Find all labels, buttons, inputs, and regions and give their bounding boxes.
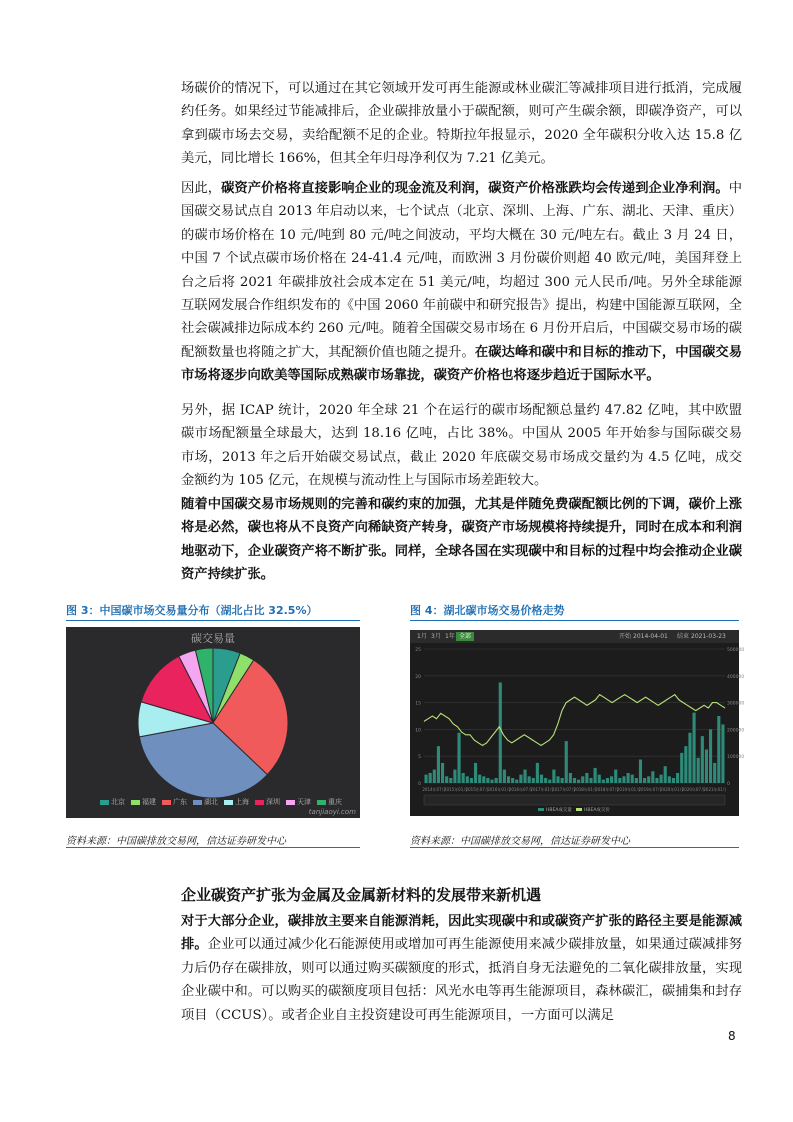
volume-bar — [631, 775, 634, 783]
volume-bar — [713, 763, 716, 783]
volume-bar — [561, 778, 564, 783]
range-tab-all[interactable]: 全部 — [456, 632, 474, 641]
y-left-tick: 5 — [418, 755, 421, 761]
pie-chart-panel — [66, 627, 360, 818]
to-date-input[interactable]: 2021-03-23 — [691, 633, 726, 640]
source-left-rule — [66, 847, 360, 848]
volume-bar — [643, 778, 646, 783]
paragraph-5 — [181, 910, 742, 1027]
pie-legend — [100, 797, 342, 807]
paragraph-1: 场碳价的情况下，可以通过在其它领域开发可再生能源或林业碳汇等减排项目进行抵消，完成履约任务。如果经过节能减排后，企业碳排放量小于碳配额，则可产生碳余额，即碳净资产，可以拿到碳市场去交易，卖给配额不足的企业。特斯拉年报显示，2020 全年碳积分收入达 15.8 亿美元，同比增长 166%，但其全年归母净利仅为 7.21 亿美元。 — [181, 81, 742, 167]
volume-bar — [482, 776, 485, 783]
hubei-price-chart — [410, 643, 745, 816]
source-right: 资料来源：中国碳排放交易网，信达证券研发中心 — [410, 836, 630, 847]
volume-bar — [577, 780, 580, 783]
volume-bar — [470, 778, 473, 783]
volume-bar — [602, 780, 605, 783]
volume-bar — [688, 733, 691, 783]
y-right-tick: 400000 — [727, 674, 745, 680]
volume-bar — [548, 780, 551, 783]
chart-legend-swatch — [538, 808, 544, 811]
y-right-tick: 500000 — [727, 648, 745, 653]
volume-bar — [556, 776, 559, 783]
legend-swatch — [193, 800, 202, 805]
volume-bar — [614, 770, 617, 783]
y-right-tick: 200000 — [727, 728, 745, 734]
volume-bar — [618, 778, 621, 783]
pie-legend-item — [255, 797, 280, 807]
volume-bar — [490, 780, 493, 783]
volume-bar — [507, 776, 510, 783]
x-tick: 2017年07月 — [552, 787, 576, 792]
pie-chart — [66, 639, 360, 807]
volume-bar — [499, 683, 502, 784]
pie-legend-item — [224, 797, 249, 807]
range-tab-1m[interactable]: 1月 — [417, 633, 427, 640]
volume-bar — [697, 758, 700, 783]
x-tick: 2014年07月 — [422, 787, 446, 792]
volume-bar — [532, 778, 535, 783]
volume-bar — [536, 763, 539, 783]
volume-bar — [457, 733, 460, 783]
legend-swatch — [255, 800, 264, 805]
range-tab-3m[interactable]: 3月 — [431, 633, 441, 640]
volume-bar — [635, 778, 638, 783]
range-tab-1y[interactable]: 1年 — [445, 633, 455, 640]
legend-swatch — [131, 800, 140, 805]
volume-bar — [655, 778, 658, 783]
volume-bar — [462, 773, 465, 783]
volume-bar — [627, 773, 630, 783]
section-title: 企业碳资产扩张为金属及金属新材料的发展带来新机遇 — [181, 886, 542, 904]
y-left-tick: 10 — [415, 728, 421, 734]
volume-bar — [721, 724, 724, 783]
source-left: 资料来源：中国碳排放交易网，信达证券研发中心 — [66, 836, 286, 847]
volume-bar — [585, 773, 588, 783]
volume-bar — [565, 741, 568, 783]
volume-bar — [552, 770, 555, 783]
volume-bar — [680, 753, 683, 783]
y-right-tick: 300000 — [727, 701, 745, 707]
x-tick: 2020年07月 — [681, 787, 706, 792]
volume-bar — [486, 778, 489, 783]
volume-bar — [519, 775, 522, 783]
legend-label: 上海 — [235, 798, 249, 806]
paragraph-2-lead: 因此， — [181, 181, 222, 196]
volume-bar — [437, 746, 440, 783]
volume-bar — [474, 763, 477, 783]
volume-bar — [606, 778, 609, 783]
chart-legend-label: HBEA成交量 — [546, 808, 572, 813]
x-tick: 2017年01月 — [530, 787, 554, 792]
x-tick: 2016年07月 — [508, 787, 533, 792]
x-tick: 2019年07月 — [638, 787, 662, 792]
legend-swatch — [224, 800, 233, 805]
paragraph-3: 另外，据 ICAP 统计，2020 年全球 21 个在运行的碳市场配额总量约 47.82 亿吨，其中欧盟碳市场配额量全球最大，达到 18.16 亿吨，占比 38%。中国从 2005 年开始参与国际碳交易市场，2013 年之后开始碳交易试点，截止 2020 年底碳交易市场成交量约为 4.5 亿吨，成交金额约为 105 亿元，在规模与流动性上与国际市场差距较大。 — [181, 403, 742, 489]
x-tick: 2019年01月 — [616, 787, 641, 792]
paragraph-4 — [181, 493, 742, 587]
page-number: 8 — [728, 1029, 736, 1043]
volume-bar — [528, 776, 531, 783]
volume-bar — [594, 768, 597, 783]
legend-swatch — [100, 800, 109, 805]
volume-bar — [449, 778, 452, 783]
y-left-tick: 15 — [415, 701, 421, 707]
volume-bar — [495, 778, 498, 783]
paragraph-2-bold-2: 在碳达峰和碳中和目标的推动下，中国碳交易市场将逐步向欧美等国际成熟碳市场靠拢，碳资产价格也将逐步趋近于国际水平。 — [181, 344, 743, 384]
pie-legend-item — [286, 797, 311, 807]
pie-chart-title: 碳交易量 — [191, 632, 235, 645]
figure-4-rule — [410, 620, 739, 621]
chart-legend-label: HBEA成交价 — [584, 808, 610, 813]
paragraph-4-bold: 随着中国碳交易市场规则的完善和碳约束的加强，尤其是伴随免费碳配额比例的下调，碳价上涨将是必然，碳也将从不良资产向稀缺资产转身，碳资产市场规模将持续提升，同时在成本和利润地驱动下，企业碳资产将不断扩张。同样，全球各国在实现碳中和目标的过程中均会推动企业碳资产持续扩张。 — [181, 497, 742, 583]
volume-bar — [676, 773, 679, 783]
pie-legend-item — [193, 797, 218, 807]
volume-bar — [684, 746, 687, 783]
volume-bar — [441, 763, 444, 783]
volume-bar — [503, 770, 506, 783]
from-label: 开始 — [619, 633, 632, 640]
volume-bar — [540, 775, 543, 783]
volume-bar — [573, 778, 576, 783]
volume-bar — [598, 775, 601, 783]
figure-4-caption: 图 4：湖北碳市场交易价格走势 — [410, 604, 565, 617]
y-left-tick: 25 — [415, 648, 421, 653]
legend-label: 广东 — [173, 798, 187, 806]
legend-label: 湖北 — [204, 798, 218, 806]
x-tick: 2015年01月 — [443, 787, 468, 792]
pie-legend-item — [162, 797, 187, 807]
hubei-chart-panel — [410, 630, 745, 816]
volume-bar — [445, 776, 448, 783]
from-date-input[interactable]: 2014-04-01 — [633, 633, 668, 640]
x-tick: 2016年01月 — [487, 787, 511, 792]
paragraph-5-body: 企业可以通过减少化石能源使用或增加可再生能源使用来减少碳排放量，如果通过碳减排努力后仍存在碳排放，则可以通过购买碳额度的形式，抵消自身无法避免的二氧化碳排放量，实现企业碳中和。可以购买的碳额度项目包括：风光水电等再生能源项目，森林碳汇，碳捕集和封存项目（CCUS）。或者企业自主投资建设可再生能源项目，一方面可以满足 — [181, 937, 743, 1023]
paragraph-2 — [181, 177, 742, 388]
legend-label: 天津 — [297, 798, 311, 806]
figure-3-caption: 图 3：中国碳市场交易量分布（湖北占比 32.5%） — [66, 604, 318, 617]
paragraph-2-body: 中国碳交易试点自 2013 年启动以来，七个试点（北京、深圳、上海、广东、湖北、天津、重庆）的碳市场价格在 10 元/吨到 80 元/吨之间波动，平均大概在 30 元/吨左右。截止 3 月 24 日，中国 7 个试点碳市场价格在 24-41.4 元/吨，而欧洲 3 月份碳价则超 40 欧元/吨，美国拜登上台之后将 2021 年碳排放社会成本定在 51 美元/吨，均超过 300 元人民币/吨。另外全球能源互联网发展合作组织发布的《中国 2060 年前碳中和研究报告》提出，构建中国能源互联网，全社会碳减排边际成本约 260 元/吨。随着全国碳交易市场在 6 月份开启后，中国碳交易市场的碳配额数量也将随之扩大，其配额价值也随之提升。 — [181, 181, 743, 360]
legend-swatch — [162, 800, 171, 805]
pie-legend-item — [317, 797, 342, 807]
volume-bar — [453, 770, 456, 783]
volume-bar — [660, 775, 663, 783]
pie-legend-item — [100, 797, 125, 807]
x-tick: 2018年07月 — [595, 787, 619, 792]
y-left-tick: 20 — [415, 674, 421, 680]
pie-legend-item — [131, 797, 156, 807]
volume-bar — [425, 775, 428, 783]
volume-bar — [523, 770, 526, 783]
legend-swatch — [286, 800, 295, 805]
legend-label: 深圳 — [266, 798, 280, 806]
paragraph-5-bold: 对于大部分企业，碳排放主要来自能源消耗，因此实现碳中和或碳资产扩张的路径主要是能源减排。 — [181, 914, 742, 953]
volume-bar — [466, 776, 469, 783]
volume-bar — [668, 776, 671, 783]
legend-swatch — [317, 800, 326, 805]
volume-bar — [664, 766, 667, 783]
y-right-tick: 100000 — [727, 755, 745, 761]
legend-label: 福建 — [142, 798, 156, 806]
y-right-tick: 0 — [727, 782, 730, 787]
watermark-text: tanjiaoyi.com — [308, 808, 356, 816]
volume-bar — [581, 776, 584, 783]
volume-bar — [709, 729, 712, 783]
volume-bar — [705, 750, 708, 784]
source-right-rule — [410, 847, 739, 848]
range-navigator[interactable] — [424, 795, 725, 805]
volume-bar — [639, 760, 642, 783]
volume-bar — [647, 776, 650, 783]
x-tick: 2015年07月 — [465, 787, 489, 792]
volume-bar — [651, 771, 654, 783]
legend-label: 重庆 — [328, 798, 342, 806]
volume-bar — [589, 778, 592, 783]
volume-bar — [701, 736, 704, 783]
volume-bar — [622, 776, 625, 783]
volume-bar — [717, 716, 720, 783]
figure-3-rule — [66, 620, 360, 621]
to-label: 结束 — [677, 633, 690, 640]
x-tick: 2020年01月 — [660, 787, 684, 792]
chart-legend-swatch — [576, 808, 582, 811]
y-left-tick: 0 — [418, 782, 421, 787]
paragraph-2-bold-1: 碳资产价格将直接影响企业的现金流及利润，碳资产价格涨跌均会传递到企业净利润。 — [221, 181, 729, 196]
volume-bar — [672, 778, 675, 783]
volume-bar — [544, 778, 547, 783]
volume-bar — [610, 776, 613, 783]
chart-toolbar — [410, 630, 739, 643]
legend-label: 北京 — [111, 798, 125, 806]
price-line — [424, 695, 725, 746]
volume-bar — [569, 773, 572, 783]
volume-bar — [515, 780, 518, 783]
volume-bar — [693, 713, 696, 783]
volume-bar — [478, 775, 481, 783]
x-tick: 2021年01月 — [703, 787, 727, 792]
volume-bar — [433, 770, 436, 783]
x-tick: 2018年01月 — [573, 787, 597, 792]
volume-bar — [511, 778, 514, 783]
volume-bar — [429, 773, 432, 783]
